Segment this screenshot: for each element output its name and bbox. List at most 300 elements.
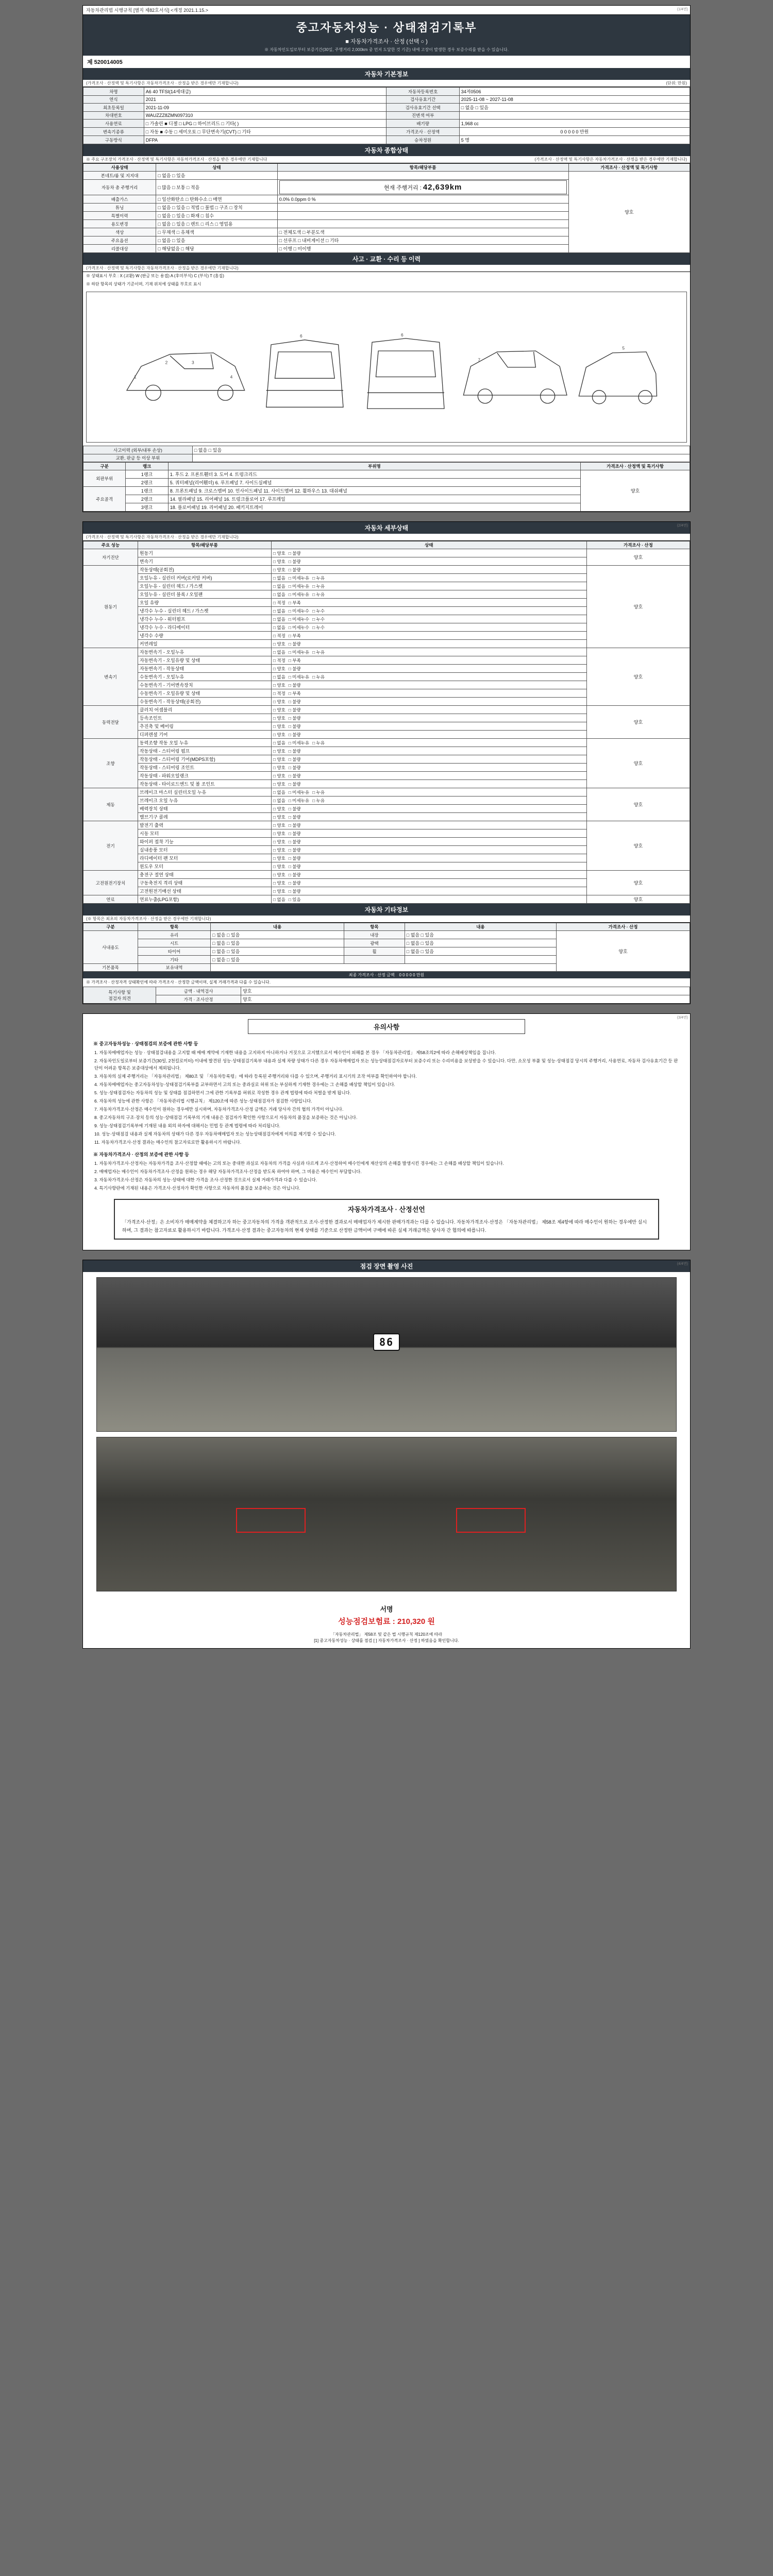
side-label: 사내용도 [83,931,138,964]
row-label: 본네트/룸 및 지지대 [83,172,156,180]
state-options [271,846,586,854]
item-label: 자동변속기 - 오일유량 및 상태 [138,656,271,665]
state-option[interactable]: □ 부족 [288,600,301,605]
row-part: □ 선루프 □ 내비게이션 □ 기타 [277,236,568,245]
table-row [83,128,690,136]
section-detail-notes: (가격조사 · 산정액 및 특기사항은 자동차가격조사 · 산정을 받은 경우에만 기재합니다) [83,534,690,541]
state-option[interactable]: □ 누유 [312,798,325,803]
state-option[interactable]: □ 불량 [288,707,301,713]
state-option[interactable]: □ 양호 [273,558,285,564]
state-option[interactable]: □ 누유 [312,674,325,680]
table-row [83,931,690,939]
table-row [83,549,690,557]
page-mark-4: (4/4면) [677,1262,688,1266]
row-label: 금액 · 내역검사 [156,987,241,995]
state-option[interactable]: □ 없음 [273,740,285,745]
row-value-2: 34저0506 [459,88,690,96]
state-option[interactable]: □ 미세누유 [288,789,310,795]
state-option[interactable]: □ 양호 [273,567,285,572]
state-options [271,879,586,887]
rank-label: 1랭크 [126,470,168,479]
state-option[interactable]: □ 양호 [273,707,285,713]
system-label: 고전원전기장치 [83,871,138,895]
final-assessment-table [83,987,690,1004]
inspection-insurance-fee [83,1616,690,1631]
state-option[interactable]: □ 불량 [288,847,301,853]
state-options [271,714,586,722]
assessment-note: 양호 [586,739,690,788]
state-option[interactable]: □ 불량 [288,699,301,704]
svg-text:5: 5 [622,345,625,351]
item-label: 오일누유 - 실린더 커버(로커암 커버) [138,574,271,582]
state-option[interactable]: □ 불량 [288,550,301,556]
state-option[interactable]: □ 불량 [288,822,301,828]
state-options [271,821,586,829]
row-state: □ 없음 □ 있음 □ 화재 □ 침수 [156,212,277,220]
svg-text:6: 6 [401,332,404,338]
system-label: 전기 [83,821,138,871]
state-option[interactable]: □ 불량 [288,666,301,671]
col-state: 상태 [156,164,277,172]
accident-history-table [83,446,690,462]
row-label-2 [344,956,405,964]
row-part: □ 전체도색 □ 부분도색 [277,228,568,236]
section-accident-notes: (가격조사 · 산정액 및 특기사항은 자동차가격조사 · 산정을 받은 경우에만 기재합니다) [83,265,690,272]
state-option[interactable]: □ 양호 [273,880,285,886]
row-label: 배출가스 [83,195,156,204]
assessment-note: 양호 [586,821,690,871]
row-state-2: □ 없음 □ 있음 [405,931,556,939]
item-label: 작동상태 - 타이로드엔드 및 볼 조인트 [138,780,271,788]
item-label: 브레이크 오일 누유 [138,796,271,805]
state-option[interactable]: □ 양호 [273,822,285,828]
table-row [83,96,690,104]
row-value: 양호 [241,987,690,995]
item-label: 동력조향 작동 오일 누유 [138,739,271,747]
page-mark-3: (3/4면) [677,1016,688,1020]
state-option[interactable]: □ 없음 [273,608,285,614]
state-option[interactable]: □ 양호 [273,682,285,688]
item-label: 추진축 및 베어링 [138,722,271,731]
state-options [271,764,586,772]
item-label: 밸브기구 콜레 [138,813,271,821]
state-option[interactable]: □ 없음 [273,674,285,680]
row-state: □ 없음 □ 있음 [156,236,277,245]
state-option[interactable]: □ 누유 [312,789,325,795]
state-option[interactable]: □ 있음 [288,896,301,902]
row-label: 튜닝 [83,204,156,212]
col-assessment: 가격조사 · 산정 [586,541,690,549]
replaced-parts-value [192,454,690,462]
table-row [83,995,690,1004]
row-part [277,204,568,212]
state-option[interactable]: □ 불량 [288,756,301,762]
item-label: 브레이크 마스터 실린더오일 누유 [138,788,271,796]
state-option[interactable]: □ 불량 [288,781,301,787]
state-option[interactable]: □ 불량 [288,641,301,647]
state-option[interactable]: □ 불량 [288,567,301,572]
list-item: 9. 성능·상태점검기록부에 기재된 내용 외의 하자에 대해서는 민법 등 관계 법령에 따라 처리됩니다. [94,1123,280,1129]
col-part: 항목/해당부품 [277,164,568,172]
notice-section [83,1014,690,1250]
item-label: 연료누출(LPG포함) [138,895,271,904]
state-option[interactable]: □ 양호 [273,781,285,787]
list-item: 4. 자동차매매업자는 중고자동차성능·상태점검기록부를 교부하면서 고의 또는 중과실로 허위 또는 부실하게 기재한 경우에는 그 손해를 배상할 책임이 있습니다. [94,1082,395,1088]
state-options [271,731,586,739]
row-state: □ 없음 □ 있음 [156,172,277,180]
row-value-2: □ 없음 □ 있음 [459,104,690,112]
row-label: 색상 [83,228,156,236]
state-option[interactable]: □ 불량 [288,839,301,844]
table-row [83,648,690,656]
state-options [271,722,586,731]
rank-label: 2랭크 [126,495,168,503]
assessment-note: 양호 [586,549,690,566]
state-option[interactable]: □ 부족 [288,657,301,663]
state-option[interactable]: □ 누유 [312,649,325,655]
table-row [83,706,690,714]
row-label-2: 휠 [344,947,405,956]
item-label: 충전구 절연 상태 [138,871,271,879]
state-option[interactable]: □ 양호 [273,888,285,894]
state-option[interactable]: □ 불량 [288,831,301,836]
table-header-row [83,463,690,470]
declaration-body: 「가격조사·산정」은 소비자가 매매계약을 체결하고자 하는 중고자동차의 가격을 객관적으로 조사·산정한 결과로서 매매업자가 제시한 판매가격과는 다를 수 있습니다. 자동차가격조사·산정은 「자동차관리법」 제58조 제4항에 따라 매수인이 원하는 경우에만 실시하며, 그 결과는 참고자료로 활용하시기 바랍니다. 가격조사·산정 결과는 중고자동차의 현재 상태를 기준으로 산정한 금액이며 구매에 따른 실제 거래금액은 당사자 간 협의에 따릅니다. [122,1219,647,1233]
section-photos-bar: 점검 장면 촬영 사진 [83,1260,690,1272]
final-amount-label: 최종 가격조사 · 산정 금액 [348,973,395,977]
col-assessment: 가격조사 · 산정 [557,923,690,931]
state-option[interactable]: □ 양호 [273,550,285,556]
item-label: 작동상태 - 스티어링 기어(MDPS포함) [138,755,271,764]
col-group: 구분 [83,463,126,470]
rank-label: 3랭크 [126,503,168,512]
row-label-2: 내장 [344,931,405,939]
item-label: 클러치 어셈블리 [138,706,271,714]
final-assessment-label: 특기사항 및 점검자 의견 [83,987,156,1004]
state-option[interactable]: □ 불량 [288,723,301,729]
notice-heading-1: ※ 중고자동차성능 · 상태점검의 보증에 관한 사항 등 [93,1041,198,1046]
odometer-value: 42,639km [423,183,462,192]
table-row [83,821,690,829]
state-option[interactable]: □ 양호 [273,732,285,737]
state-options [271,640,586,648]
row-part: 0.0% 0.0ppm 0 % [277,195,568,204]
col-assessment: 가격조사 · 산정액 및 특기사항 [568,164,690,172]
assessment-note: 양호 [586,895,690,904]
state-options [271,862,586,871]
state-option[interactable]: □ 누수 [312,616,325,622]
row-part [277,220,568,228]
col-state: 상태 [271,541,586,549]
state-option[interactable]: □ 미세누유 [288,674,310,680]
state-options [271,747,586,755]
final-amount-value: 0 0 0 0 0 만원 [399,973,425,977]
state-option[interactable]: □ 양호 [273,765,285,770]
state-option[interactable]: □ 불량 [288,806,301,811]
table-row [83,895,690,904]
state-option[interactable]: □ 누유 [312,591,325,597]
assessment-note: 양호 [586,788,690,821]
fuel-label: 사용연료 [83,120,144,128]
state-option[interactable]: □ 없음 [273,896,285,902]
item-label: 냉각수 누수 - 워터펌프 [138,615,271,623]
state-option[interactable]: □ 적정 [273,657,285,663]
state-options [271,780,586,788]
state-options [271,574,586,582]
overall-state-table [83,163,690,253]
state-option[interactable]: □ 미세누유 [288,591,310,597]
state-options [271,599,586,607]
base-items-label: 기본품목 [83,964,138,972]
state-option[interactable]: □ 양호 [273,641,285,647]
row-state-2 [405,956,556,964]
state-option[interactable]: □ 불량 [288,558,301,564]
state-option[interactable]: □ 누유 [312,740,325,745]
state-option[interactable]: □ 불량 [288,732,301,737]
state-option[interactable]: □ 불량 [288,715,301,721]
state-options [271,607,586,615]
state-options [271,871,586,879]
parts-list: 18. 플로어패널 19. 리어패널 20. 패키지트레이 [168,503,580,512]
state-options [271,796,586,805]
state-option[interactable]: □ 양호 [273,855,285,861]
declaration-title: 자동차가격조사 · 산정선언 [348,1206,425,1214]
rank-label: 1랭크 [126,487,168,495]
row-label: 차명 [83,88,144,96]
row-part [277,212,568,220]
table-header-row [83,164,690,172]
row-state: □ 없음 □ 있음 □ 적법 □ 불법 □ 구조 □ 장치 [156,204,277,212]
row-label: 기타 [138,956,210,964]
state-options [271,805,586,813]
assessment-note: 양호 [581,470,690,512]
state-option[interactable]: □ 양호 [273,748,285,754]
state-option[interactable]: □ 불량 [288,682,301,688]
state-options [271,582,586,590]
row-state: □ 해당없음 □ 해당 [156,245,277,253]
sheet-1 [82,5,691,512]
damage-marker-right [456,1508,526,1533]
state-option[interactable]: □ 적정 [273,633,285,638]
state-option[interactable]: □ 양호 [273,666,285,671]
svg-text:6: 6 [300,333,303,338]
row-label-2: 진변색 여부 [386,112,459,120]
state-option[interactable]: □ 양호 [273,756,285,762]
table-row [83,739,690,747]
state-option[interactable]: □ 없음 [273,624,285,630]
item-label: 구동축전지 격리 상태 [138,879,271,887]
state-option[interactable]: □ 적정 [273,690,285,696]
sheet-2 [82,521,691,1004]
state-option[interactable]: □ 미세누유 [288,740,310,745]
state-option[interactable]: □ 양호 [273,847,285,853]
row-label: 용도변경 [83,220,156,228]
state-option[interactable]: □ 양호 [273,814,285,820]
list-item: 3. 자동차의 실제 주행거리는 「자동차관리법」 제80조 및 「자동차등록령」에 따라 등록된 주행거리와 다를 수 있으며, 주행거리 표시기의 조작 여부를 확인하여야 합니다. [94,1074,417,1079]
item-label: 커먼레일 [138,640,271,648]
state-option[interactable]: □ 불량 [288,765,301,770]
row-value: A6 40 TFSI(14세대급) [144,88,386,96]
system-label: 연료 [83,895,138,904]
list-item: 7. 자동차가격조사·산정은 매수인이 원하는 경우에만 실시하며, 자동차가격조사·산정 금액은 거래 당사자 간의 협의 가격이 아닙니다. [94,1107,344,1112]
state-option[interactable]: □ 불량 [288,855,301,861]
final-amount-band [83,972,690,978]
state-option[interactable]: □ 불량 [288,888,301,894]
state-options [271,895,586,904]
assessment-note: 양호 [586,648,690,706]
state-option[interactable]: □ 양호 [273,715,285,721]
state-option[interactable]: □ 미세누수 [288,624,310,630]
fee-label: 성능점검보험료 : [338,1617,395,1626]
item-label: 수동변속기 - 오일누유 [138,673,271,681]
document-footer [83,1631,690,1648]
item-label: 오일 유량 [138,599,271,607]
form-reference-note: 자동차관리법 시행규칙 [별지 제82호서식] <개정 2021.1.15.> [83,6,690,15]
assessment-note: 양호 [586,871,690,895]
document-number: 제 520014005 [87,59,123,65]
state-option[interactable]: □ 누수 [312,608,325,614]
accident-history-options: □ 없음 □ 있음 [192,446,690,454]
row-label: 리콜대상 [83,245,156,253]
row-label: 타이어 [138,947,210,956]
row-label: 주요옵션 [83,236,156,245]
state-option[interactable]: □ 불량 [288,814,301,820]
item-label: 작동상태 - 스티어링 펌프 [138,747,271,755]
state-options [271,788,586,796]
state-option[interactable]: □ 양호 [273,863,285,869]
seats-value: 5 명 [459,136,690,144]
state-options [271,854,586,862]
row-label-2: 광택 [344,939,405,947]
col-item-2: 항목 [344,923,405,931]
col-parts: 부위명 [168,463,580,470]
rank-label: 2랭크 [126,479,168,487]
list-item: 1. 자동차가격조사·산정자는 자동차가격을 조사·산정할 때에는 고의 또는 중대한 과실로 자동차의 가격을 사실과 다르게 조사·산정하여 매수인에게 재산상의 손해를 발생시킨 경우에는 그 손해를 배상할 책임이 있습니다. [94,1161,504,1166]
state-option[interactable]: □ 불량 [288,872,301,877]
state-option[interactable]: □ 양호 [273,806,285,811]
row-label: 연식 [83,96,144,104]
document-title: 중고자동차성능 · 상태점검기록부 [296,21,477,34]
state-option[interactable]: □ 미세누수 [288,608,310,614]
state-option[interactable]: □ 불량 [288,773,301,778]
group-label: 주요골격 [83,487,126,512]
table-row [83,788,690,796]
state-option[interactable]: □ 미세누수 [288,616,310,622]
state-option[interactable]: □ 미세누유 [288,583,310,589]
state-option[interactable]: □ 부족 [288,633,301,638]
state-option[interactable]: □ 미세누유 [288,649,310,655]
row-state-2: □ 없음 □ 있음 [405,939,556,947]
etc-info-table [83,923,690,972]
row-label: 자동차 총 주행거리 [83,180,156,195]
section-overall-bar: 자동차 종합상태 [83,144,690,156]
table-row [83,136,690,144]
sheet-3 [82,1013,691,1250]
state-option[interactable]: □ 누수 [312,624,325,630]
row-part: □ 이행 □ 미이행 [277,245,568,253]
section-accident-bar: 사고 · 교환 · 수리 등 이력 [83,253,690,265]
system-label: 동력전달 [83,706,138,739]
state-option[interactable]: □ 양호 [273,872,285,877]
state-option[interactable]: □ 없음 [273,591,285,597]
group-label: 외판부위 [83,470,126,487]
row-value: 2021-11-09 [144,104,386,112]
license-plate: 86 [373,1333,400,1351]
table-row [83,470,690,479]
item-label: 등속조인트 [138,714,271,722]
parts-list: 8. 프론트패널 9. 크로스멤버 10. 인사이드패널 11. 사이드멤버 12. 휠하우스 13. 대쉬패널 [168,487,580,495]
state-option[interactable]: □ 없음 [273,616,285,622]
state-option[interactable]: □ 양호 [273,839,285,844]
state-option[interactable]: □ 없음 [273,583,285,589]
document-subtitle: ■ 자동차가격조사 · 산정 (선택 ○ ) [345,39,428,45]
state-option[interactable]: □ 양호 [273,831,285,836]
state-option[interactable]: □ 미세누유 [288,575,310,581]
item-label: 시동 모터 [138,829,271,838]
state-options [271,590,586,599]
item-label: 라디에이터 팬 모터 [138,854,271,862]
state-options [271,838,586,846]
state-option[interactable]: □ 없음 [273,575,285,581]
item-label: 와이퍼 접착 기능 [138,838,271,846]
list-item: 1. 자동차매매업자는 성능 · 상태점검내용을 고지할 때 매매 계약에 기재한 내용을 고지하지 아니하거나 거짓으로 고지했으로서 매수인이 피해를 본 경우 「자동차관리법」 제58조의2에 따라 손해배상책임을 집니다. [94,1050,496,1055]
system-label: 원동기 [83,566,138,648]
state-option[interactable]: □ 불량 [288,863,301,869]
odometer-label: 현재 주행거리 [383,185,418,191]
item-label: 변속기 [138,557,271,566]
state-option[interactable]: □ 양호 [273,699,285,704]
row-label: 가격 · 조사산정 [156,995,241,1004]
state-option[interactable]: □ 불량 [288,748,301,754]
state-option[interactable]: □ 미세누유 [288,798,310,803]
row-label-2: 검사유효기간 선택 [386,104,459,112]
list-item: 4. 특기사항란에 기재된 내용은 가격조사·산정자가 확인한 사항으로 자동차의 품질을 보증하는 것은 아닙니다. [94,1185,300,1191]
state-option[interactable]: □ 적정 [273,600,285,605]
state-option[interactable]: □ 없음 [273,798,285,803]
replaced-parts-label: 교환, 판금 등 이상 부위 [83,454,193,462]
state-option[interactable]: □ 양호 [273,773,285,778]
state-option[interactable]: □ 없음 [273,789,285,795]
state-option[interactable]: □ 누유 [312,575,325,581]
section-overall-notes: ※ 주요 구조장치 가격조사 · 산정액 및 특기사항은 자동차가격조사 · 산정을 받은 경우에만 기재합니다 (가격조사 · 산정액 및 특기사항은 자동차가격조사 · 산정을 받은 경우에만 기재합니다) [83,156,690,163]
section-basic-info-notes: (가격조사 · 산정액 및 특기사항은 자동차가격조사 · 산정을 받은 경우에만 기재합니다) (단위: 만원) [83,80,690,87]
notice-list-1 [93,1049,680,1146]
accident-history-label: 사고이력 (외부/내부 손상) [83,446,193,454]
row-label-2: 검사유효기간 [386,96,459,104]
table-row [83,871,690,879]
damage-diagram-frame [86,292,687,443]
state-option[interactable]: □ 양호 [273,723,285,729]
table-row [83,566,690,574]
state-options [271,566,586,574]
state-option[interactable]: □ 누유 [312,583,325,589]
state-options [271,549,586,557]
state-option[interactable]: □ 부족 [288,690,301,696]
state-option[interactable]: □ 없음 [273,649,285,655]
row-state: □ 없음 □ 있음 □ 렌트 □ 리스 □ 영업용 [156,220,277,228]
table-row [83,104,690,112]
row-value: 양호 [241,995,690,1004]
sheet-4 [82,1260,691,1649]
item-label: 오일누유 - 실린더 블록 / 오일팬 [138,590,271,599]
diagram-legend-1: ※ 상태표시 부호 : X (교환) W (판금 또는 용접) A (후미부식) C (부식) T (흠집) [86,274,224,278]
assessment-note: 양호 [586,566,690,648]
item-label: 수동변속기 - 오일유량 및 상태 [138,689,271,698]
item-label: 윈도우 모터 [138,862,271,871]
row-label: 시트 [138,939,210,947]
state-option[interactable]: □ 불량 [288,880,301,886]
state-options [271,665,586,673]
